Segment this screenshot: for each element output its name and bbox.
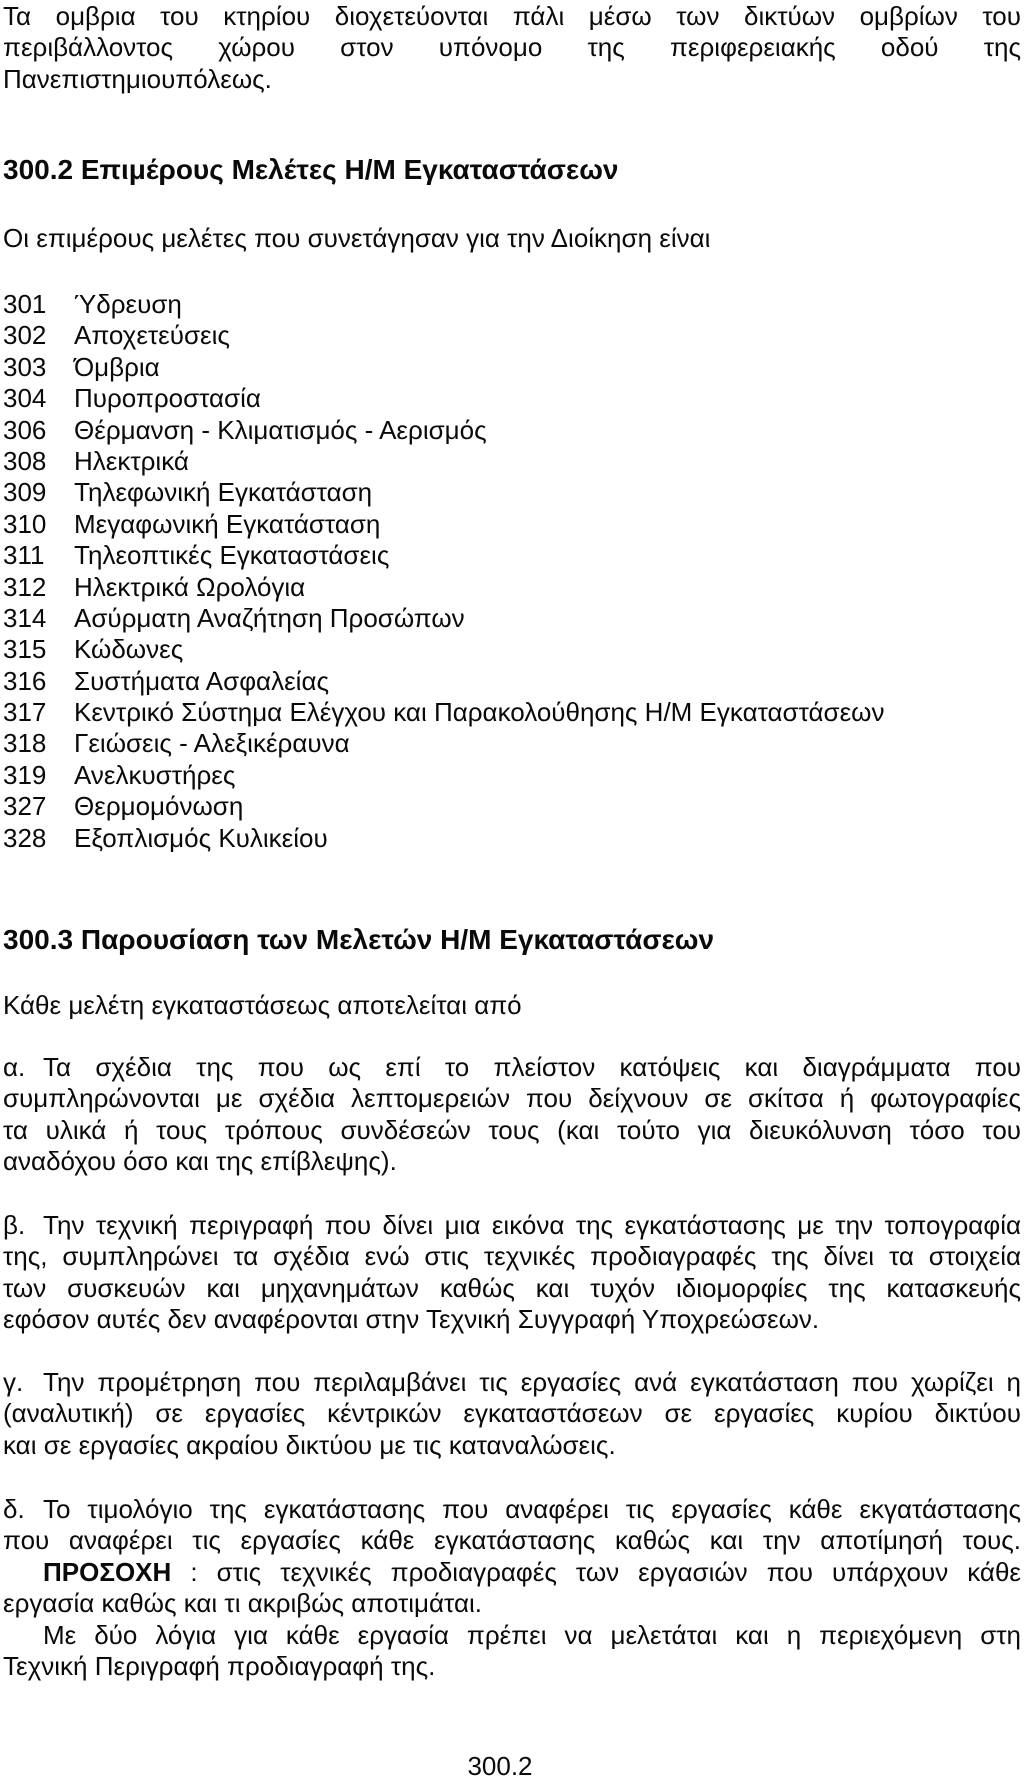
study-code: 310 (3, 508, 47, 539)
study-item (3, 728, 1021, 759)
item-line: τα υλικά ή τους τρόπους συνδέσεών τους (και τούτο για διευκόλυνση τόσο του (3, 1114, 1021, 1145)
item-line (3, 1210, 1021, 1241)
item-text: Την τεχνική περιγραφή που δίνει μια εικόνα της εγκατάστασης με την τοπογραφία (43, 1210, 1021, 1240)
study-item (3, 352, 1021, 383)
study-item (3, 320, 1021, 351)
study-code: 318 (3, 728, 47, 759)
study-item (3, 477, 1021, 508)
item-text: Τα σχέδια της που ως επί το πλείστον κατόψεις και διαγράμματα που (43, 1052, 1021, 1082)
item-gamma (3, 1367, 1021, 1461)
study-code: 311 (3, 540, 45, 571)
study-item (3, 603, 1021, 634)
study-item (3, 697, 1021, 728)
study-item (3, 446, 1021, 477)
study-item (3, 415, 1021, 446)
study-title: Ανελκυστήρες (74, 759, 236, 790)
item-line: (αναλυτική) σε εργασίες κέντρικών εγκαταστάσεων σε εργασίες κυρίου δικτύου (3, 1398, 1021, 1429)
closing-line: Τεχνική Περιγραφή προδιαγραφή της. (3, 1650, 436, 1681)
study-code: 314 (3, 602, 47, 633)
study-code: 317 (3, 697, 47, 728)
study-item (3, 540, 1021, 571)
study-code: 316 (3, 665, 47, 696)
study-title: Αποχετεύσεις (74, 320, 230, 351)
closing-line: Με δύο λόγια για κάθε εργασία πρέπει να μελετάται και η περιεχόμενη στη (43, 1619, 1021, 1650)
study-title: Μεγαφωνική Εγκατάσταση (74, 508, 381, 539)
intro-line: περιβάλλοντος χώρου στον υπόνομο της περιφερειακής οδού της (3, 32, 1021, 63)
item-line (3, 1494, 1021, 1525)
study-item (3, 666, 1021, 697)
item-label: δ. (3, 1494, 25, 1524)
study-item (3, 634, 1021, 665)
item-line: των συσκευών και μηχανημάτων καθώς και τυχόν ιδιομορφίες της κατασκευής (3, 1272, 1021, 1303)
study-code: 302 (3, 320, 47, 351)
intro-line: Τα ομβρια του κτηρίου διοχετεύονται πάλι μέσω των δικτύων ομβρίων του (3, 1, 1021, 31)
item-alpha (3, 1052, 1021, 1178)
item-text: Το τιμολόγιο της εγκατάστασης που αναφέρει τις εργασίες κάθε εκγατάστασης (43, 1494, 1021, 1524)
note-label: ΠΡΟΣΟΧΗ (43, 1556, 172, 1587)
study-item (3, 572, 1021, 603)
intro-paragraph (3, 1, 1021, 95)
study-title: Εξοπλισμός Κυλικείου (74, 822, 328, 853)
item-label: β. (3, 1210, 26, 1240)
study-title: Πυροπροστασία (74, 383, 261, 414)
item-line: εφόσον αυτές δεν αναφέρονται στην Τεχνική Συγγραφή Υποχρεώσεων. (3, 1304, 820, 1335)
study-code: 319 (3, 759, 47, 790)
study-item (3, 823, 1021, 854)
section-heading: 300.3 Παρουσίαση των Μελετών Η/Μ Εγκαταστάσεων (3, 924, 715, 955)
study-code: 309 (3, 477, 47, 508)
study-code: 312 (3, 571, 47, 602)
item-beta (3, 1210, 1021, 1336)
study-code: 308 (3, 445, 47, 476)
study-item (3, 383, 1021, 414)
study-code: 301 (3, 289, 47, 319)
intro-line: Πανεπιστημιουπόλεως. (3, 63, 272, 94)
study-title: Όμβρια (74, 351, 160, 382)
study-title: Θέρμανση - Κλιματισμός - Αερισμός (74, 414, 487, 445)
study-title: Τηλεοπτικές Εγκαταστάσεις (74, 540, 390, 571)
study-title: Ύδρευση (74, 289, 182, 319)
item-line: της, συμπληρώνει τα σχέδια ενώ στις τεχνικές προδιαγραφές της δίνει τα στοιχεία (3, 1241, 1021, 1272)
section-lead: Κάθε μελέτη εγκαταστάσεως αποτελείται από (3, 990, 522, 1020)
item-line: αναδόχου όσο και της επίβλεψης). (3, 1146, 397, 1177)
study-title: Ηλεκτρικά Ωρολόγια (74, 571, 306, 602)
study-item (3, 791, 1021, 822)
section-3 (3, 924, 1021, 955)
study-item (3, 760, 1021, 791)
study-code: 306 (3, 414, 47, 445)
section-lead: Οι επιμέρους μελέτες που συνετάγησαν για την Διοίκηση είναι (3, 223, 711, 253)
study-code: 303 (3, 351, 47, 382)
item-line (3, 1367, 1021, 1398)
note-text: : στις τεχνικές προδιαγραφές των εργασιών που υπάρχουν κάθε (190, 1556, 1021, 1587)
study-code: 327 (3, 791, 47, 822)
section-3-lead-block (3, 990, 1021, 1021)
study-title: Κώδωνες (74, 634, 184, 665)
section-2 (3, 154, 1021, 185)
study-title: Συστήματα Ασφαλείας (74, 665, 330, 696)
item-line (3, 1052, 1021, 1083)
note-line: εργασία καθώς και τι ακριβώς αποτιμάται. (3, 1588, 482, 1619)
item-delta (3, 1494, 1021, 1682)
study-code: 315 (3, 634, 47, 665)
note-line (3, 1557, 1021, 1588)
study-title: Ασύρματη Αναζήτηση Προσώπων (74, 602, 465, 633)
study-title: Κεντρικό Σύστημα Ελέγχου και Παρακολούθησης Η/Μ Εγκαταστάσεων (74, 697, 885, 728)
item-label: α. (3, 1052, 26, 1082)
section-2-lead-block (3, 223, 1021, 254)
studies-list (3, 289, 1021, 854)
item-text: Την προμέτρηση που περιλαμβάνει τις εργασίες ανά εγκατάσταση που χωρίζει η (43, 1367, 1021, 1397)
item-line: και σε εργασίες ακραίου δικτύου με τις καταναλώσεις. (3, 1429, 616, 1460)
item-line: συμπληρώνονται με σχέδια λεπτομερειών που δείχνουν σε σκίτσα ή φωτογραφίες (3, 1083, 1021, 1114)
study-item (3, 509, 1021, 540)
study-title: Θερμομόνωση (74, 791, 244, 822)
section-heading: 300.2 Επιμέρους Μελέτες Η/Μ Εγκαταστάσεων (3, 154, 619, 185)
study-code: 328 (3, 822, 47, 853)
study-code: 304 (3, 383, 47, 414)
item-line: που αναφέρει τις εργασίες κάθε εγκατάστασης καθώς και την αποτίμησή τους. (3, 1525, 1021, 1556)
study-title: Τηλεφωνική Εγκατάσταση (74, 477, 373, 508)
item-label: γ. (3, 1367, 24, 1397)
page-number: 300.2 (467, 1751, 533, 1781)
study-item (3, 289, 1021, 320)
study-title: Γειώσεις - Αλεξικέραυνα (74, 728, 350, 759)
study-title: Ηλεκτρικά (74, 445, 189, 476)
